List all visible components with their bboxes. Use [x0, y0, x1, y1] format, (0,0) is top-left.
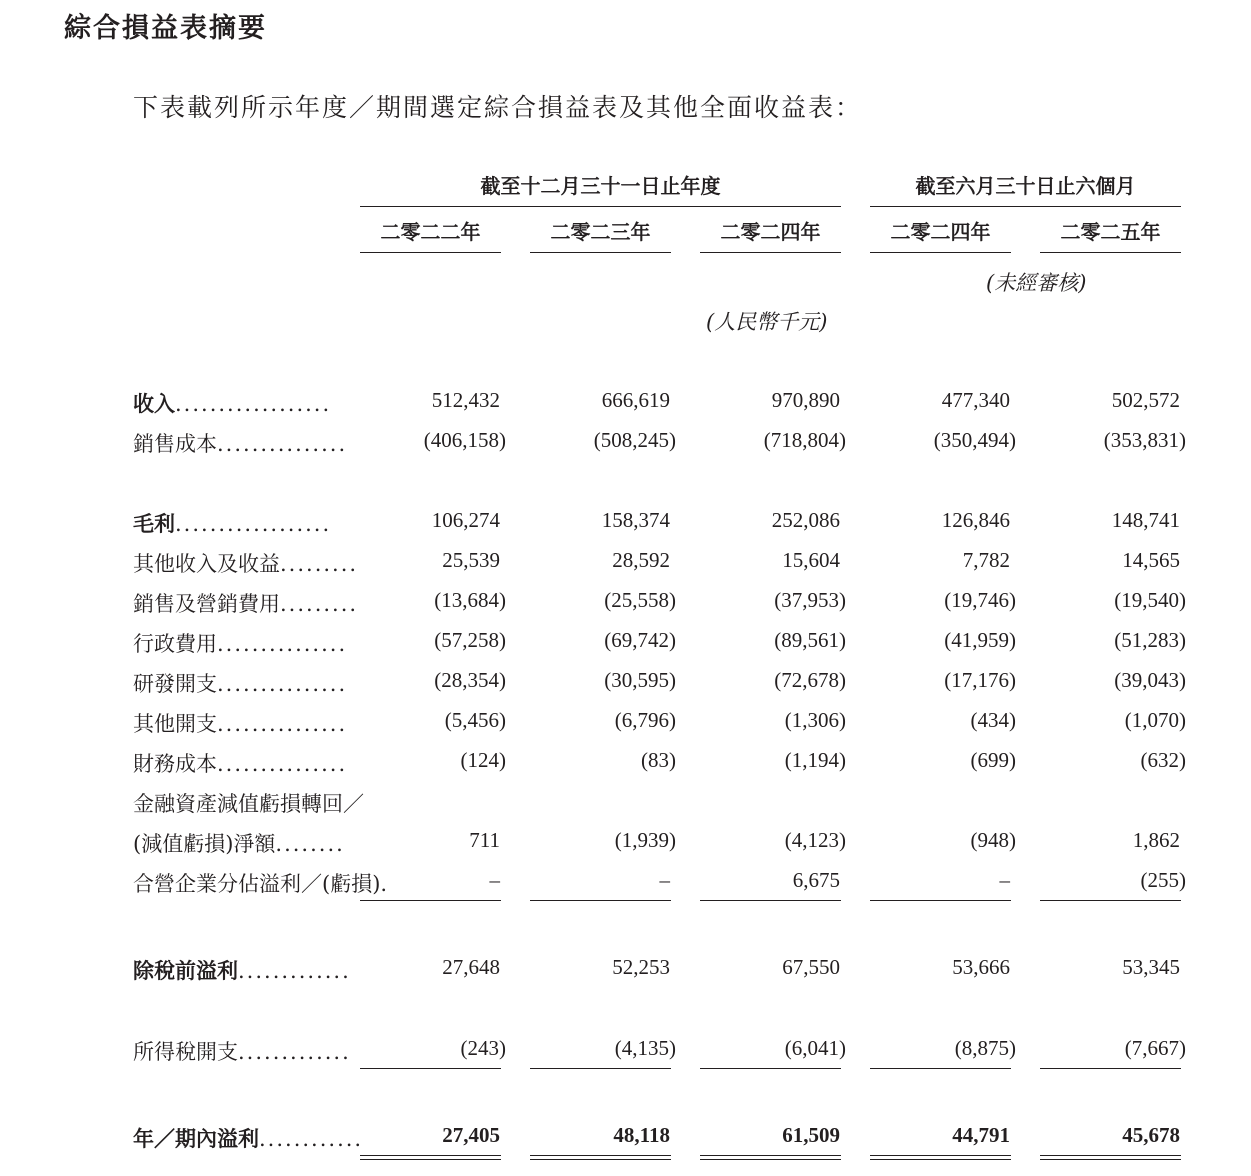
total-double-rule — [530, 1155, 671, 1160]
interim-period-header: 截至六月三十日止六個月 — [870, 170, 1181, 207]
year-header-2024-annual: 二零二四年 — [700, 216, 841, 253]
value-cell: (69,742) — [604, 628, 676, 652]
row-label-text: 毛利 — [133, 511, 175, 536]
value-cell: (699) — [970, 748, 1016, 772]
value-cell: (83) — [641, 748, 676, 772]
value-cell: (51,283) — [1114, 628, 1186, 652]
leader-dots: .................. — [175, 392, 332, 416]
value-cell: 477,340 — [941, 388, 1010, 412]
leader-dots: ......... — [280, 592, 359, 616]
row-label-text: 金融資產減值虧損轉回／ — [133, 792, 364, 816]
leader-dots: ............... — [217, 632, 348, 656]
value-cell: 25,539 — [442, 548, 500, 572]
tax-rule — [870, 1068, 1011, 1069]
row-label-text: 所得稅開支 — [133, 1040, 238, 1064]
value-cell: 252,086 — [771, 508, 840, 532]
row-label — [133, 708, 348, 738]
value-cell: 6,675 — [792, 868, 840, 892]
row-label-text: (減值虧損)淨額 — [133, 832, 276, 856]
value-cell: (30,595) — [604, 668, 676, 692]
value-cell: (1,939) — [614, 828, 676, 852]
leader-dots: ............... — [217, 672, 348, 696]
tax-rule — [1040, 1068, 1181, 1069]
value-cell: 1,862 — [1132, 828, 1180, 852]
value-cell: – — [659, 868, 670, 892]
value-cell: (4,135) — [614, 1036, 676, 1060]
tax-rule — [530, 1068, 671, 1069]
value-cell: (948) — [970, 828, 1016, 852]
row-label-text: 年／期內溢利 — [133, 1126, 259, 1151]
value-cell: (8,875) — [954, 1036, 1016, 1060]
value-cell: 970,890 — [771, 388, 840, 412]
value-cell: (17,176) — [944, 668, 1016, 692]
value-cell: 44,791 — [952, 1123, 1010, 1147]
leader-dots: ............. — [238, 959, 351, 983]
leader-dots: ........ — [275, 832, 345, 856]
row-label-text: 其他收入及收益 — [133, 552, 280, 576]
value-cell: – — [999, 868, 1010, 892]
row-label-text: 除稅前溢利 — [133, 958, 238, 983]
value-cell: (19,746) — [944, 588, 1016, 612]
value-cell: – — [489, 868, 500, 892]
value-cell: 158,374 — [601, 508, 670, 532]
value-cell: (41,959) — [944, 628, 1016, 652]
value-cell: 126,846 — [941, 508, 1010, 532]
row-label — [133, 748, 348, 778]
value-cell: 711 — [469, 828, 500, 852]
value-cell: (13,684) — [434, 588, 506, 612]
value-cell: (6,041) — [784, 1036, 846, 1060]
leader-dots: ............ — [259, 1127, 364, 1151]
value-cell: (25,558) — [604, 588, 676, 612]
value-cell: 67,550 — [782, 955, 840, 979]
row-label — [133, 1123, 364, 1153]
value-cell: (350,494) — [933, 428, 1016, 452]
value-cell: 666,619 — [601, 388, 670, 412]
value-cell: 52,253 — [612, 955, 670, 979]
row-label-text: 收入 — [133, 391, 175, 416]
value-cell: 48,118 — [613, 1123, 670, 1147]
row-label — [133, 548, 359, 578]
row-label-text: 銷售及營銷費用 — [133, 592, 280, 616]
row-label — [133, 868, 390, 898]
value-cell: (718,804) — [763, 428, 846, 452]
tax-rule — [360, 1068, 501, 1069]
total-double-rule — [1040, 1155, 1181, 1160]
value-cell: (5,456) — [444, 708, 506, 732]
value-cell: (508,245) — [593, 428, 676, 452]
tax-rule — [700, 1068, 841, 1069]
row-label — [133, 508, 345, 538]
subtotal-rule — [530, 900, 671, 901]
currency-note: (人民幣千元) — [706, 310, 828, 334]
leader-dots: ............... — [217, 752, 348, 776]
value-cell: (124) — [460, 748, 506, 772]
row-label — [133, 788, 364, 818]
value-cell: 45,678 — [1122, 1123, 1180, 1147]
leader-dots: ............... — [217, 712, 348, 736]
row-label — [133, 1036, 351, 1066]
value-cell: 53,666 — [952, 955, 1010, 979]
row-label-text: 研發開支 — [133, 672, 217, 696]
value-cell: (406,158) — [423, 428, 506, 452]
row-label — [133, 428, 348, 458]
value-cell: (255) — [1140, 868, 1186, 892]
value-cell: (1,306) — [784, 708, 846, 732]
row-label-text: 行政費用 — [133, 632, 217, 656]
value-cell: (434) — [970, 708, 1016, 732]
value-cell: (37,953) — [774, 588, 846, 612]
row-label — [133, 388, 345, 418]
subtotal-rule — [870, 900, 1011, 901]
unaudited-note: (未經審核) — [986, 271, 1087, 295]
leader-dots: . — [380, 872, 390, 896]
subtotal-rule — [360, 900, 501, 901]
value-cell: 106,274 — [431, 508, 500, 532]
annual-period-header: 截至十二月三十一日止年度 — [360, 170, 841, 207]
value-cell: (6,796) — [614, 708, 676, 732]
total-double-rule — [360, 1155, 501, 1160]
value-cell: (4,123) — [784, 828, 846, 852]
row-label — [133, 668, 348, 698]
leader-dots: ............... — [217, 432, 348, 456]
value-cell: (1,070) — [1124, 708, 1186, 732]
subtotal-rule — [1040, 900, 1181, 901]
row-label — [133, 828, 345, 858]
value-cell: (28,354) — [434, 668, 506, 692]
value-cell: 14,565 — [1122, 548, 1180, 572]
value-cell: (89,561) — [774, 628, 846, 652]
row-label — [133, 588, 359, 618]
year-header-2022: 二零二二年 — [360, 216, 501, 253]
row-label — [133, 955, 351, 985]
leader-dots: ......... — [280, 552, 359, 576]
value-cell: (1,194) — [784, 748, 846, 772]
total-double-rule — [700, 1155, 841, 1160]
row-label-text: 其他開支 — [133, 712, 217, 736]
value-cell: (353,831) — [1103, 428, 1186, 452]
intro-text: 下表載列所示年度／期間選定綜合損益表及其他全面收益表： — [133, 93, 863, 122]
leader-dots: ............. — [238, 1040, 351, 1064]
value-cell: 53,345 — [1122, 955, 1180, 979]
value-cell: (632) — [1140, 748, 1186, 772]
value-cell: 512,432 — [431, 388, 500, 412]
year-header-2023: 二零二三年 — [530, 216, 671, 253]
value-cell: 7,782 — [962, 548, 1010, 572]
value-cell: (243) — [460, 1036, 506, 1060]
value-cell: 15,604 — [782, 548, 840, 572]
year-header-2024-interim: 二零二四年 — [870, 216, 1011, 253]
row-label — [133, 628, 348, 658]
leader-dots: .................. — [175, 512, 332, 536]
row-label-text: 銷售成本 — [133, 432, 217, 456]
total-double-rule — [870, 1155, 1011, 1160]
value-cell: (39,043) — [1114, 668, 1186, 692]
value-cell: 27,405 — [442, 1123, 500, 1147]
value-cell: (57,258) — [434, 628, 506, 652]
row-label-text: 財務成本 — [133, 752, 217, 776]
value-cell: 61,509 — [782, 1123, 840, 1147]
value-cell: 148,741 — [1111, 508, 1180, 532]
value-cell: 27,648 — [442, 955, 500, 979]
year-header-2025-interim: 二零二五年 — [1040, 216, 1181, 253]
value-cell: (7,667) — [1124, 1036, 1186, 1060]
row-label-text: 合營企業分佔溢利／(虧損) — [133, 872, 381, 896]
value-cell: (72,678) — [774, 668, 846, 692]
value-cell: 28,592 — [612, 548, 670, 572]
section-title: 綜合損益表摘要 — [64, 13, 267, 44]
value-cell: 502,572 — [1111, 388, 1180, 412]
subtotal-rule — [700, 900, 841, 901]
value-cell: (19,540) — [1114, 588, 1186, 612]
